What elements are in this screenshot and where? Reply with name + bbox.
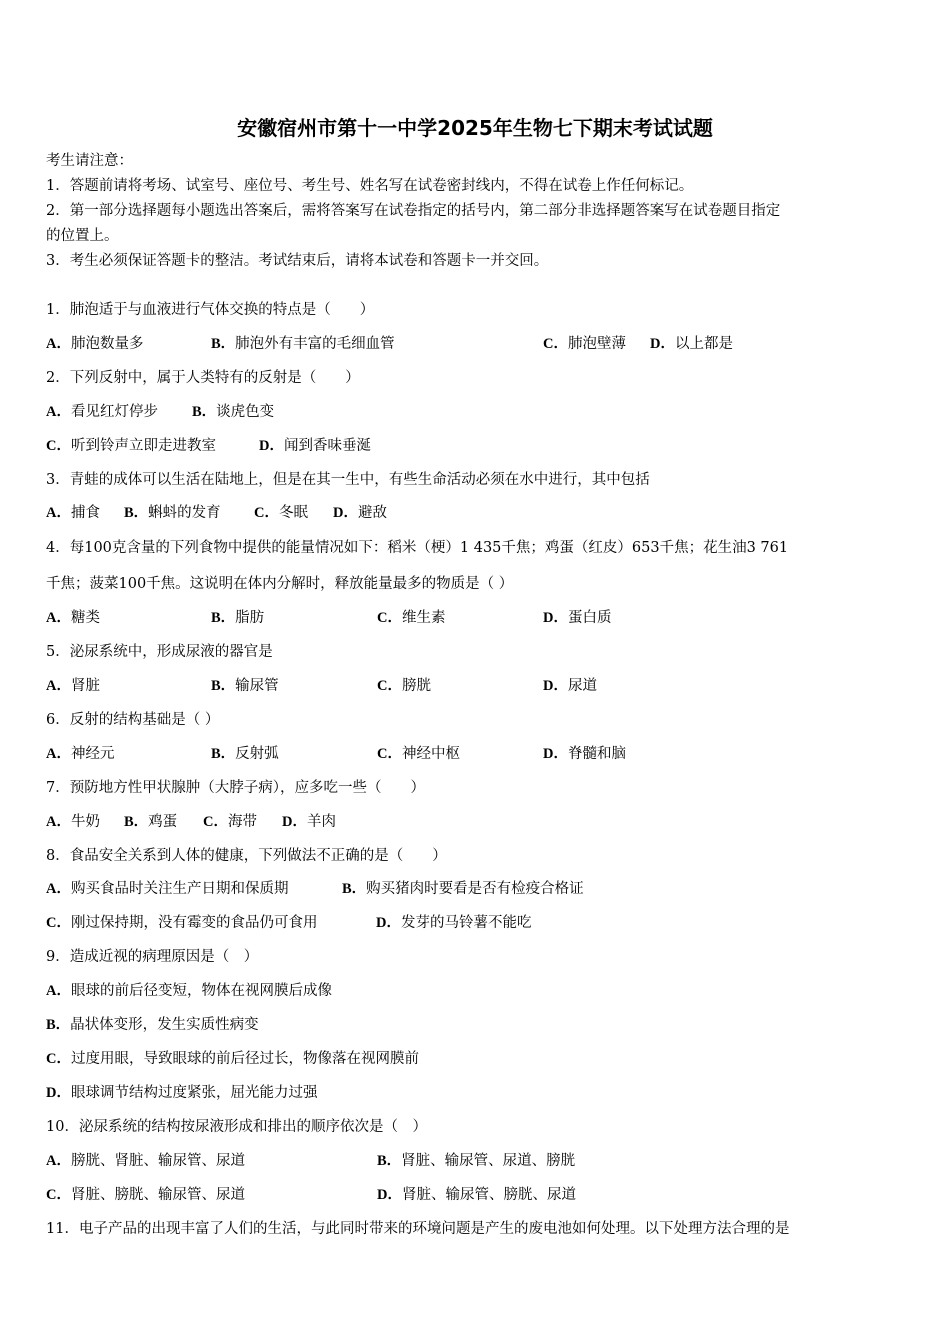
question-stem: 5．泌尿系统中，形成尿液的器官是 xyxy=(46,644,273,660)
notice-item: 3．考生必须保证答题卡的整洁。考试结束后，请将本试卷和答题卡一并交回。 xyxy=(46,253,549,269)
option-c: C．过度用眼，导致眼球的前后径过长，物像落在视网膜前 xyxy=(46,1051,419,1067)
option-c: C．膀胱 xyxy=(377,678,431,694)
option-a: A．肺泡数量多 xyxy=(46,336,144,352)
question-stem: 4．每100克含量的下列食物中提供的能量情况如下：稻米（梗）1 435千焦；鸡蛋（红皮）653千焦；花生油3 761 xyxy=(46,540,789,556)
question-stem: 10．泌尿系统的结构按尿液形成和排出的顺序依次是（ ） xyxy=(46,1119,427,1135)
option-c: C．海带 xyxy=(203,814,257,830)
option-d: D．肾脏、输尿管、膀胱、尿道 xyxy=(377,1187,576,1203)
option-c: C．肾脏、膀胱、输尿管、尿道 xyxy=(46,1187,245,1203)
option-d: D．发芽的马铃薯不能吃 xyxy=(376,915,532,931)
question-stem: 2．下列反射中，属于人类特有的反射是（ ） xyxy=(46,370,360,386)
option-a: A．糖类 xyxy=(46,610,100,626)
option-a: A．眼球的前后径变短，物体在视网膜后成像 xyxy=(46,983,332,999)
option-c: C．肺泡壁薄 xyxy=(543,336,626,352)
option-b: B．反射弧 xyxy=(211,746,279,762)
notice-heading: 考生请注意： xyxy=(46,153,133,169)
question-stem: 7．预防地方性甲状腺肿（大脖子病），应多吃一些（ ） xyxy=(46,780,425,796)
question-stem: 8．食品安全关系到人体的健康，下列做法不正确的是（ ） xyxy=(46,848,447,864)
option-b: B．晶状体变形，发生实质性病变 xyxy=(46,1017,259,1033)
option-b: B．谈虎色变 xyxy=(192,404,275,420)
question-stem: 9．造成近视的病理原因是（ ） xyxy=(46,949,259,965)
option-d: D．闻到香味垂涎 xyxy=(259,438,371,454)
option-d: D．蛋白质 xyxy=(543,610,612,626)
option-d: D．脊髓和脑 xyxy=(543,746,626,762)
option-b: B．肺泡外有丰富的毛细血管 xyxy=(211,336,395,352)
question-stem: 3．青蛙的成体可以生活在陆地上，但是在其一生中，有些生命活动必须在水中进行，其中包括 xyxy=(46,472,650,488)
page-title: 安徽宿州市第十一中学2025年生物七下期末考试试题 xyxy=(237,116,713,140)
question-stem-continued: 千焦；菠菜100千焦。这说明在体内分解时，释放能量最多的物质是（ ） xyxy=(46,576,514,592)
option-b: B．输尿管 xyxy=(211,678,279,694)
option-c: C．冬眠 xyxy=(254,505,308,521)
option-b: B．脂肪 xyxy=(211,610,265,626)
option-a: A．神经元 xyxy=(46,746,115,762)
option-c: C．维生素 xyxy=(377,610,446,626)
option-a: A．捕食 xyxy=(46,505,100,521)
option-b: B．鸡蛋 xyxy=(124,814,178,830)
option-c: C．刚过保持期，没有霉变的食品仍可食用 xyxy=(46,915,318,931)
option-a: A．膀胱、肾脏、输尿管、尿道 xyxy=(46,1153,245,1169)
option-a: A．购买食品时关注生产日期和保质期 xyxy=(46,881,289,897)
option-c: C．听到铃声立即走进教室 xyxy=(46,438,216,454)
option-a: A．牛奶 xyxy=(46,814,100,830)
option-d: D．羊肉 xyxy=(282,814,336,830)
question-stem: 6．反射的结构基础是（ ） xyxy=(46,712,220,728)
notice-item: 1．答题前请将考场、试室号、座位号、考生号、姓名写在试卷密封线内，不得在试卷上作任何标记。 xyxy=(46,178,694,194)
option-a: A．肾脏 xyxy=(46,678,100,694)
question-stem: 11．电子产品的出现丰富了人们的生活，与此同时带来的环境问题是产生的废电池如何处理。以下处理方法合理的是 xyxy=(46,1221,790,1237)
option-b: B．肾脏、输尿管、尿道、膀胱 xyxy=(377,1153,576,1169)
question-stem: 1．肺泡适于与血液进行气体交换的特点是（ ） xyxy=(46,302,375,318)
option-d: D．以上都是 xyxy=(650,336,733,352)
option-c: C．神经中枢 xyxy=(377,746,460,762)
option-a: A．看见红灯停步 xyxy=(46,404,158,420)
option-b: B．蝌蚪的发育 xyxy=(124,505,221,521)
option-d: D．尿道 xyxy=(543,678,597,694)
notice-item: 的位置上。 xyxy=(46,228,119,244)
option-d: D．避敌 xyxy=(333,505,387,521)
option-d: D．眼球调节结构过度紧张，屈光能力过强 xyxy=(46,1085,318,1101)
option-b: B．购买猪肉时要看是否有检疫合格证 xyxy=(342,881,584,897)
notice-item: 2．第一部分选择题每小题选出答案后，需将答案写在试卷指定的括号内，第二部分非选择题答案写在试卷题目指定 xyxy=(46,203,781,219)
